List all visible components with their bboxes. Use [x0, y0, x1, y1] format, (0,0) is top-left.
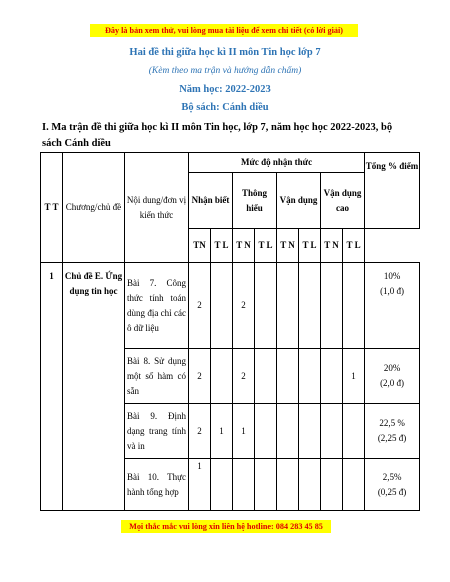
table-row [41, 263, 420, 349]
count-cell [255, 349, 277, 404]
count-cell: 1 [343, 349, 365, 404]
count-cell [233, 459, 255, 511]
sub-header: T N [233, 229, 255, 263]
level-advanced-application: Vận dụng cao [321, 173, 365, 229]
count-cell [277, 263, 299, 349]
hotline-banner: Mọi thắc mắc vui lòng xin liên hệ hotline: 084 283 45 85 [121, 520, 331, 533]
sub-header: TN [189, 229, 211, 263]
score-points: (0,25 đ) [377, 486, 407, 497]
sub-header: T N [277, 229, 299, 263]
count-cell [321, 349, 343, 404]
score-percent: 2,5% [382, 471, 402, 482]
count-cell [211, 459, 233, 511]
book-series: Bộ sách: Cánh diều [181, 102, 269, 113]
header-cognitive-level: Mức độ nhận thức [189, 153, 365, 173]
score-cell [365, 459, 420, 511]
sub-header: T N [321, 229, 343, 263]
count-cell [321, 263, 343, 349]
score-points: (2,25 đ) [377, 433, 407, 443]
section-heading: I. Ma trận đề thi giữa học kì II môn Tin học, lớp 7, năm học học 2022-2023, bộ sách Cánh diều [42, 122, 393, 149]
count-cell: 2 [189, 349, 211, 404]
chapter-name: Chủ đề E. Ứng dụng tin học [63, 263, 125, 511]
score-cell [365, 263, 420, 349]
header-tt: T T [41, 153, 63, 263]
count-cell: 1 [211, 404, 233, 459]
score-cell [365, 404, 420, 459]
score-points: (2,0 đ) [380, 378, 405, 388]
score-percent: 10% [383, 271, 401, 281]
count-cell [277, 349, 299, 404]
content-cell: Bài 7. Công thức tính toán dùng địa chỉ các ô dữ liệu [125, 263, 189, 349]
row-index: 1 [41, 263, 63, 511]
header-chapter: Chương/chủ đề [63, 153, 125, 263]
sub-header: T L [211, 229, 233, 263]
count-cell [299, 459, 321, 511]
preview-notice-banner: Đây là bản xem thử, vui lòng mua tài liệu để xem chi tiết (có lời giải) [90, 24, 358, 37]
score-percent: 22,5 % [379, 418, 405, 428]
count-cell: 2 [189, 263, 211, 349]
content-cell: Bài 10. Thực hành tổng hợp [125, 459, 189, 511]
document-subtitle: (Kèm theo ma trận và hướng dẫn chấm) [148, 66, 302, 76]
header-content: Nội dung/đơn vị kiến thức [125, 153, 189, 263]
level-recognition: Nhận biết [189, 173, 233, 229]
count-cell: 1 [189, 459, 211, 511]
count-cell [299, 263, 321, 349]
count-cell: 1 [233, 404, 255, 459]
count-cell [299, 404, 321, 459]
score-percent: 20% [383, 363, 401, 373]
content-cell: Bài 9. Định dạng trang tính và in [125, 404, 189, 459]
count-cell [299, 349, 321, 404]
score-cell [365, 349, 420, 404]
level-comprehension: Thông hiểu [233, 173, 277, 229]
count-cell [255, 263, 277, 349]
count-cell [321, 459, 343, 511]
sub-header: T L [299, 229, 321, 263]
count-cell: 2 [233, 349, 255, 404]
assessment-matrix-table [40, 152, 420, 511]
count-cell [211, 349, 233, 404]
count-cell [255, 459, 277, 511]
header-total: Tổng % điểm [365, 153, 420, 229]
document-title: Hai đề thi giữa học kì II môn Tin học lớp 7 [129, 47, 321, 58]
count-cell [211, 263, 233, 349]
level-application: Vận dụng [277, 173, 321, 229]
count-cell [321, 404, 343, 459]
count-cell [343, 263, 365, 349]
count-cell [343, 459, 365, 511]
count-cell: 2 [233, 263, 255, 349]
content-cell: Bài 8. Sử dụng một số hàm có sẵn [125, 349, 189, 404]
sub-header: T L [255, 229, 277, 263]
count-cell: 2 [189, 404, 211, 459]
count-cell [277, 404, 299, 459]
school-year: Năm học: 2022-2023 [179, 84, 271, 95]
count-cell [343, 404, 365, 459]
sub-header: T L [343, 229, 365, 263]
score-points: (1,0 đ) [380, 286, 405, 296]
count-cell [255, 404, 277, 459]
count-cell [277, 459, 299, 511]
